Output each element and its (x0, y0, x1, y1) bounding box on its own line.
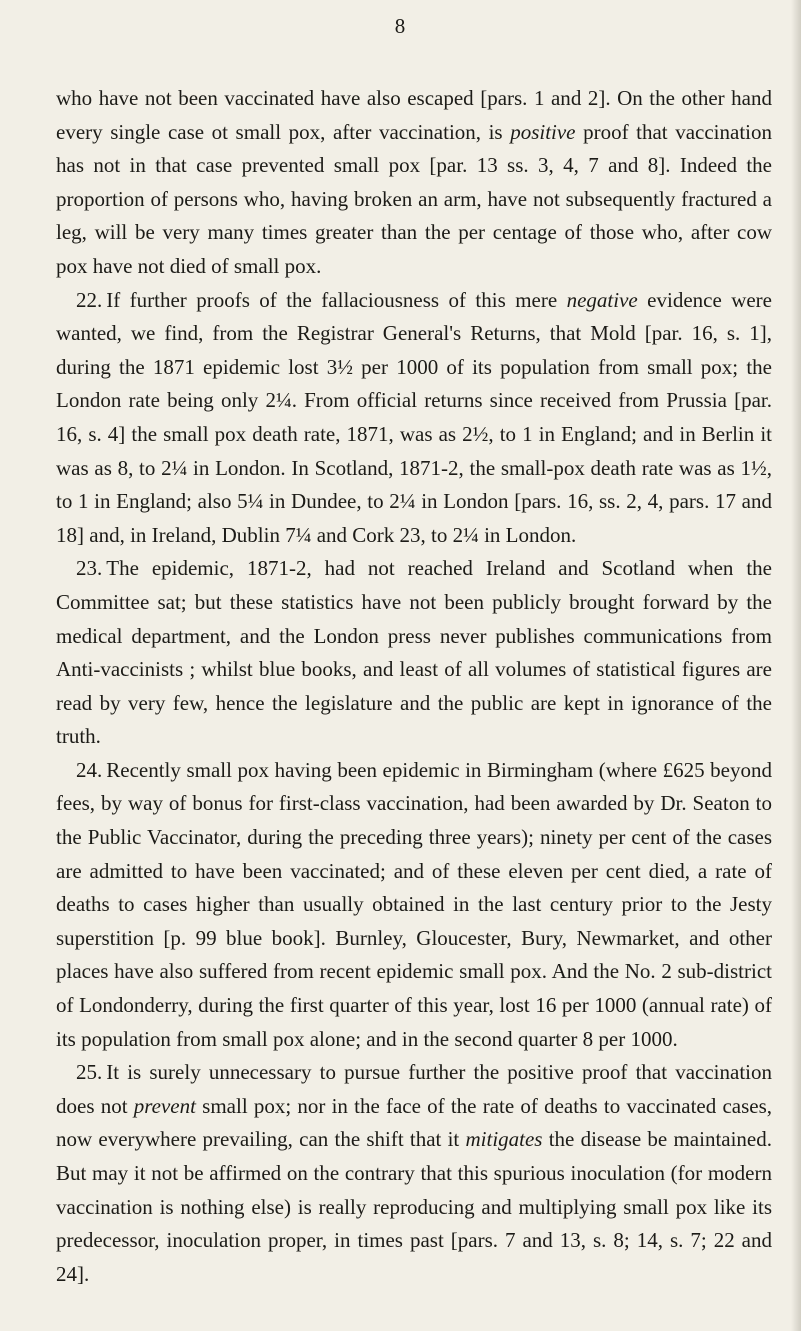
page-edge-shadow (791, 0, 801, 1331)
paragraph-text-segment: The epidemic, 1871-2, had not reached Ireland and Scotland when the Committee sat; but these statistics have not been publicly brought forward by the medical department, and the London press never publishes communications from Anti-vaccinists ; whilst blue books, and least of all volumes of statistical figures are read by very few, hence the legislature and the public are kept in ignorance of the truth. (56, 556, 772, 749)
body-text (56, 82, 772, 1291)
paragraph-text-segment: small pox; nor in the face of the rate of deaths to vaccinated cases, now everywhere prevailing, can the shift that it (56, 1093, 773, 1152)
paragraph-emphasis: negative (566, 287, 638, 312)
paragraph-emphasis: positive (510, 119, 576, 144)
paragraph-emphasis: mitigates (465, 1127, 543, 1152)
paragraph-continuation (56, 82, 772, 284)
paragraph-text-segment: who have not been vaccinated have also escaped [pars. 1 and 2]. On the other hand every single case ot small pox, after vaccination, is (56, 86, 772, 144)
paragraph-text-segment: evidence were wanted, we find, from the Registrar General's Returns, that Mold [par. 16, s. 1], during the 1871 epidemic lost 3½ per 1000 of its population from small pox; the London rate being only 2¼. From official returns since received from Prussia [par. 16, s. 4] the small pox death rate, 1871, was as 2½, to 1 in England; and in Berlin it was as 8, to 2¼ in London. In Scotland, 1871-2, the small-pox death rate was as 1½, to 1 in England; also 5¼ in Dundee, to 2¼ in London [pars. 16, ss. 2, 4, pars. 17 and 18] and, in Ireland, Dublin 7¼ and Cork 23, to 2¼ in London. (56, 287, 772, 547)
paragraph-22 (56, 284, 772, 553)
paragraph-24 (56, 754, 772, 1056)
paragraph-25 (56, 1056, 772, 1291)
paragraph-text-segment: the disease be maintained. But may it not be affirmed on the contrary that this spurious inoculation (for modern vaccination is nothing else) is really reproducing and multiplying small pox like its predecessor, inoculation proper, in times past [pars. 7 and 13, s. 8; 14, s. 7; 22 and 24]. (56, 1127, 773, 1286)
paragraph-text-segment: proof that vaccination has not in that case prevented small pox [par. 13 ss. 3, 4, 7 and 8]. Indeed the proportion of persons who, having broken an arm, have not subsequently fractured a leg, will be very many times greater than the per centage of those who, after cow pox have not died of small pox. (56, 119, 772, 278)
paragraph-23 (56, 552, 772, 754)
paragraph-text-segment: Recently small pox having been epidemic in Birmingham (where £625 beyond fees, by way of bonus for first-class vaccination, had been awarded by Dr. Seaton to the Public Vaccinator, during the preceding three years); ninety per cent of the cases are admitted to have been vaccinated; and of these eleven per cent died, a rate of deaths to cases higher than usually obtained in the last century prior to the Jesty superstition [p. 99 blue book]. Burnley, Gloucester, Bury, Newmarket, and other places have also suffered from recent epidemic small pox. And the No. 2 sub-district of Londonderry, during the first quarter of this year, lost 16 per 1000 (annual rate) of its population from small pox alone; and in the second quarter 8 per 1000. (56, 757, 772, 1051)
paragraph-text-segment: It is surely unnecessary to pursue further the positive proof that vaccination does not (56, 1060, 772, 1118)
paragraph-number: 24. (76, 757, 103, 782)
paragraph-number: 22. (76, 287, 103, 312)
paragraph-emphasis: prevent (133, 1093, 196, 1118)
paragraph-number: 25. (76, 1060, 103, 1085)
paragraph-number: 23. (76, 556, 103, 581)
paragraph-text-segment: If further proofs of the fallaciousness of this mere (106, 287, 567, 312)
page-number: 8 (394, 14, 407, 38)
